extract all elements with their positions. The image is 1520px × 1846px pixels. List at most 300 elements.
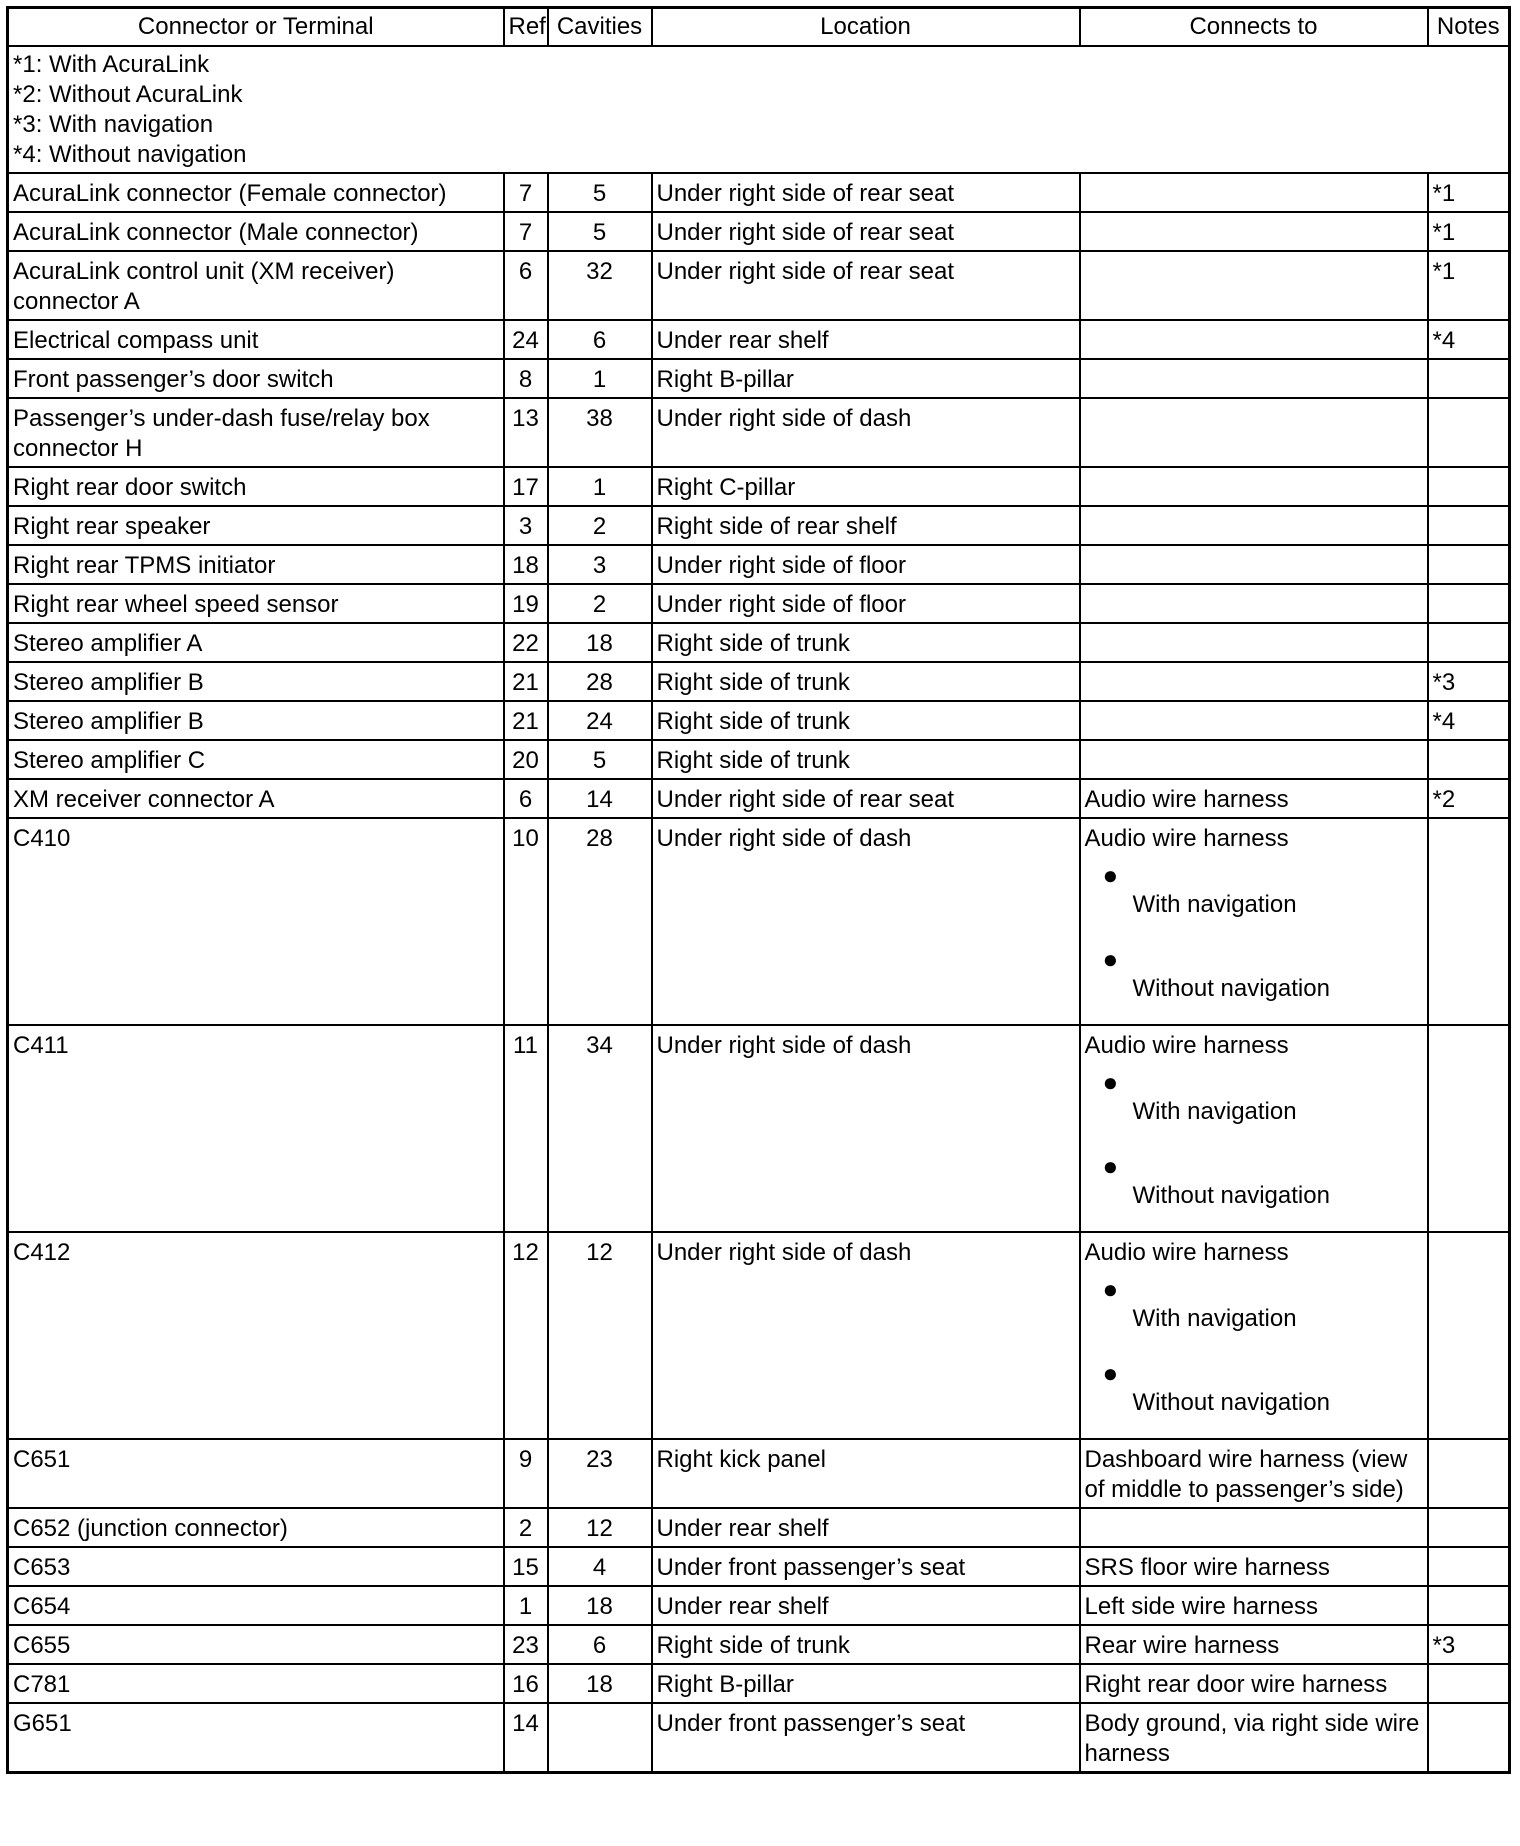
cell-connects-to-text: Audio wire harness [1084,1032,1289,1059]
bullet-icon: ● [1102,1151,1119,1181]
cell-notes-text: *4 [1432,708,1456,735]
cell-ref [504,467,548,506]
option-label: With navigation [1132,1305,1297,1332]
cell-location-text: Under right side of rear seat [656,219,954,246]
cell-cavities [548,1703,652,1773]
cell-connector-text: Passenger’s under-dash fuse/relay box connector H [13,405,430,462]
cell-ref-text: 1 [518,1593,533,1620]
cell-ref [504,212,548,251]
cell-connector-text: Front passenger’s door switch [13,366,334,393]
cell-connector [8,359,504,398]
table-row [8,506,1510,545]
header-cavities: Cavities [548,8,652,47]
cell-ref-text: 15 [512,1554,539,1581]
header-notes: Notes [1428,8,1510,47]
cell-connector-text: C781 [13,1671,71,1698]
cell-ref-text: 2 [518,1515,533,1542]
cell-ref-text: 16 [512,1671,539,1698]
cell-cavities [548,1232,652,1439]
table-row [8,1625,1510,1664]
cell-ref-text: 12 [512,1239,539,1266]
cell-connector [8,1232,504,1439]
cell-location-text: Under right side of dash [656,405,912,432]
cell-connector [8,1703,504,1773]
header-connector: Connector or Terminal [8,8,504,47]
cell-connects-to [1080,398,1428,467]
cell-cavities [548,1547,652,1586]
cell-notes [1428,506,1510,545]
bullet-icon: ● [1102,1358,1119,1388]
cell-ref-text: 19 [512,591,539,618]
cell-notes [1428,1586,1510,1625]
cell-ref-text: 7 [518,180,533,207]
cell-ref [504,1664,548,1703]
option-label: Without navigation [1132,1182,1330,1209]
cell-ref [504,701,548,740]
cell-connector [8,740,504,779]
cell-ref [504,1703,548,1773]
cell-location-text: Under right side of dash [656,1032,912,1059]
cell-ref [504,1547,548,1586]
cell-location [652,584,1080,623]
cell-cavities-text: 1 [592,366,607,393]
cell-connects-to [1080,1439,1428,1508]
cell-location [652,212,1080,251]
cell-location [652,818,1080,1025]
cell-ref-text: 6 [518,786,533,813]
cell-ref-text: 21 [512,708,539,735]
cell-location-text: Under rear shelf [656,1593,829,1620]
option-label: Without navigation [1132,1389,1330,1416]
cell-location-text: Right side of trunk [656,630,850,657]
cell-notes [1428,740,1510,779]
cell-location-text: Under front passenger’s seat [656,1554,966,1581]
cell-connects-to [1080,320,1428,359]
cell-cavities [548,1625,652,1664]
cell-connector [8,212,504,251]
cell-ref [504,1025,548,1232]
cell-notes-text: *3 [1432,669,1456,696]
cell-connector [8,1664,504,1703]
cell-location [652,1025,1080,1232]
cell-connector-text: C411 [13,1032,69,1059]
cell-ref [504,662,548,701]
option-item [1085,1268,1423,1352]
option-item [1085,938,1423,1022]
cell-cavities [548,740,652,779]
legend-item: *4: Without navigation [13,141,247,168]
cell-connector-text: AcuraLink control unit (XM receiver) connector A [13,258,395,315]
cell-location [652,1586,1080,1625]
option-item [1085,854,1423,938]
cell-connects-to [1080,359,1428,398]
cell-connects-to-text: SRS floor wire harness [1084,1554,1330,1581]
cell-notes [1428,1547,1510,1586]
cell-connects-to-text: Audio wire harness [1084,825,1289,852]
cell-cavities-text: 34 [586,1032,613,1059]
cell-notes [1428,398,1510,467]
cell-cavities-text: 5 [592,219,607,246]
cell-connects-to [1080,584,1428,623]
cell-cavities-text: 3 [592,552,607,579]
cell-connector-text: C651 [13,1446,71,1473]
connector-table [6,6,1511,1774]
header-row [8,8,1510,47]
cell-connects-to-text: Audio wire harness [1084,1239,1289,1266]
cell-cavities [548,779,652,818]
cell-location-text: Under right side of floor [656,591,906,618]
cell-cavities [548,584,652,623]
cell-cavities-text: 28 [586,825,613,852]
cell-notes [1428,173,1510,212]
table-row [8,1439,1510,1508]
cell-cavities-text: 28 [586,669,613,696]
cell-cavities-text: 32 [586,258,613,285]
option-label: With navigation [1132,1098,1297,1125]
cell-notes [1428,662,1510,701]
cell-cavities [548,467,652,506]
cell-location-text: Right C-pillar [656,474,796,501]
cell-ref-text: 13 [512,405,539,432]
cell-location [652,359,1080,398]
bullet-icon: ● [1102,1274,1119,1304]
cell-connector-text: Stereo amplifier B [13,669,204,696]
cell-connector-text: AcuraLink connector (Female connector) [13,180,447,207]
cell-location-text: Right side of rear shelf [656,513,897,540]
cell-cavities-text: 1 [592,474,607,501]
cell-ref [504,173,548,212]
cell-connector-text: C410 [13,825,71,852]
cell-location-text: Under right side of rear seat [656,786,954,813]
cell-ref [504,506,548,545]
cell-connects-to [1080,1664,1428,1703]
option-item [1085,1145,1423,1229]
bullet-icon: ● [1102,860,1119,890]
legend-item: *3: With navigation [13,111,214,138]
cell-notes [1428,359,1510,398]
cell-connects-to-text: Right rear door wire harness [1084,1671,1388,1698]
cell-ref-text: 3 [518,513,533,540]
cell-cavities [548,398,652,467]
cell-connector-text: XM receiver connector A [13,786,275,813]
cell-location-text: Under right side of dash [656,825,912,852]
table-row [8,1703,1510,1773]
cell-location-text: Right B-pillar [656,366,794,393]
cell-location-text: Under right side of rear seat [656,258,954,285]
table-row [8,623,1510,662]
cell-connects-to [1080,173,1428,212]
cell-cavities [548,359,652,398]
cell-ref [504,1439,548,1508]
table-row [8,467,1510,506]
cell-ref [504,545,548,584]
cell-ref-text: 11 [513,1032,538,1059]
cell-connector-text: Stereo amplifier C [13,747,206,774]
cell-location-text: Right B-pillar [656,1671,794,1698]
cell-cavities [548,212,652,251]
cell-ref-text: 7 [518,219,533,246]
cell-ref-text: 20 [512,747,539,774]
cell-notes [1428,701,1510,740]
cell-ref [504,359,548,398]
cell-connects-to-text: Audio wire harness [1084,786,1289,813]
bullet-icon: ● [1102,1067,1119,1097]
cell-notes [1428,623,1510,662]
cell-notes-text: *1 [1432,258,1456,285]
cell-cavities-text: 6 [592,1632,607,1659]
cell-connector [8,623,504,662]
option-list [1085,1268,1423,1436]
table-row [8,584,1510,623]
cell-location-text: Right side of trunk [656,708,850,735]
cell-location [652,173,1080,212]
legend-row [8,46,1510,173]
cell-connector [8,467,504,506]
cell-connects-to [1080,779,1428,818]
cell-location [652,623,1080,662]
table-row [8,320,1510,359]
cell-cavities-text: 14 [586,786,613,813]
cell-notes-text: *2 [1432,786,1456,813]
cell-location [652,1508,1080,1547]
table-row [8,359,1510,398]
table-row [8,1232,1510,1439]
cell-location-text: Under right side of dash [656,1239,912,1266]
cell-cavities [548,173,652,212]
cell-notes [1428,251,1510,320]
table-row [8,398,1510,467]
cell-ref [504,740,548,779]
cell-cavities [548,545,652,584]
cell-notes [1428,818,1510,1025]
cell-connects-to-text: Rear wire harness [1084,1632,1280,1659]
cell-location [652,1547,1080,1586]
option-item [1085,1352,1423,1436]
cell-location-text: Right side of trunk [656,747,850,774]
cell-cavities [548,1664,652,1703]
cell-location [652,701,1080,740]
cell-connects-to [1080,1025,1428,1232]
header-connects-to: Connects to [1080,8,1428,47]
cell-ref-text: 22 [512,630,539,657]
cell-notes [1428,584,1510,623]
cell-ref [504,584,548,623]
cell-ref-text: 8 [518,366,533,393]
legend-item: *2: Without AcuraLink [13,81,243,108]
cell-connects-to [1080,1508,1428,1547]
cell-location [652,1703,1080,1773]
cell-location [652,320,1080,359]
cell-location [652,506,1080,545]
cell-connects-to [1080,623,1428,662]
cell-connector [8,701,504,740]
cell-connector [8,545,504,584]
cell-notes [1428,1439,1510,1508]
cell-location-text: Right kick panel [656,1446,826,1473]
cell-connects-to [1080,701,1428,740]
cell-location-text: Under front passenger’s seat [656,1710,966,1737]
cell-cavities-text: 18 [586,1671,613,1698]
cell-connector-text: C655 [13,1632,71,1659]
table-row [8,779,1510,818]
cell-notes [1428,1703,1510,1773]
cell-cavities-text: 4 [592,1554,607,1581]
cell-location [652,779,1080,818]
cell-location-text: Right side of trunk [656,669,850,696]
cell-cavities-text: 12 [586,1515,613,1542]
cell-connector [8,1625,504,1664]
cell-location-text: Under rear shelf [656,1515,829,1542]
legend-item: *1: With AcuraLink [13,51,210,78]
cell-cavities-text: 38 [586,405,613,432]
cell-connects-to [1080,1547,1428,1586]
table-row [8,701,1510,740]
cell-location [652,1664,1080,1703]
cell-location [652,1232,1080,1439]
cell-cavities-text: 18 [586,1593,613,1620]
option-label: With navigation [1132,891,1297,918]
cell-cavities-text: 2 [592,513,607,540]
cell-cavities [548,251,652,320]
cell-connects-to [1080,818,1428,1025]
cell-cavities-text: 5 [592,747,607,774]
cell-connector [8,1586,504,1625]
cell-location-text: Right side of trunk [656,1632,850,1659]
cell-notes-text: *3 [1432,1632,1456,1659]
cell-ref-text: 24 [512,327,539,354]
table-row [8,251,1510,320]
cell-location-text: Under right side of rear seat [656,180,954,207]
cell-cavities [548,1025,652,1232]
cell-connects-to [1080,662,1428,701]
table-row [8,545,1510,584]
cell-cavities [548,623,652,662]
cell-notes [1428,1232,1510,1439]
cell-cavities [548,1439,652,1508]
cell-notes-text: *1 [1432,219,1456,246]
cell-connects-to [1080,1232,1428,1439]
cell-ref-text: 18 [512,552,539,579]
cell-connector-text: C653 [13,1554,71,1581]
cell-ref [504,623,548,662]
bullet-icon: ● [1102,944,1119,974]
table-row [8,1508,1510,1547]
cell-ref [504,251,548,320]
cell-notes [1428,779,1510,818]
cell-cavities-text: 5 [592,180,607,207]
cell-location [652,1439,1080,1508]
cell-ref [504,1625,548,1664]
cell-connector [8,1547,504,1586]
cell-connects-to [1080,1625,1428,1664]
table-row [8,212,1510,251]
cell-connects-to [1080,1586,1428,1625]
table-row [8,662,1510,701]
table-row [8,173,1510,212]
cell-location-text: Under rear shelf [656,327,829,354]
cell-connector-text: Stereo amplifier A [13,630,203,657]
cell-connects-to [1080,740,1428,779]
cell-connector-text: Right rear TPMS initiator [13,552,276,579]
cell-cavities [548,320,652,359]
cell-cavities [548,506,652,545]
cell-cavities-text: 12 [586,1239,613,1266]
cell-connector [8,662,504,701]
cell-connector-text: G651 [13,1710,72,1737]
cell-connector-text: Right rear speaker [13,513,211,540]
cell-cavities [548,1508,652,1547]
cell-location [652,398,1080,467]
cell-ref-text: 9 [518,1446,533,1473]
cell-connector-text: Right rear door switch [13,474,247,501]
cell-ref-text: 21 [512,669,539,696]
cell-location [652,662,1080,701]
cell-connector [8,398,504,467]
cell-ref-text: 17 [512,474,539,501]
cell-cavities [548,1586,652,1625]
table-row [8,818,1510,1025]
cell-location [652,467,1080,506]
cell-connects-to [1080,1703,1428,1773]
cell-location [652,740,1080,779]
cell-ref-text: 14 [512,1710,539,1737]
table-row [8,1025,1510,1232]
cell-connects-to [1080,212,1428,251]
cell-connects-to-text: Body ground, via right side wire harness [1084,1710,1420,1767]
cell-ref [504,320,548,359]
cell-notes [1428,467,1510,506]
cell-notes-text: *1 [1432,180,1456,207]
cell-connects-to [1080,545,1428,584]
cell-cavities [548,701,652,740]
table-row [8,1586,1510,1625]
cell-connector [8,1439,504,1508]
option-label: Without navigation [1132,975,1330,1002]
cell-notes [1428,1508,1510,1547]
cell-connector-text: Electrical compass unit [13,327,259,354]
cell-connector-text: Stereo amplifier B [13,708,204,735]
table-row [8,1547,1510,1586]
cell-connector [8,1025,504,1232]
cell-notes [1428,1625,1510,1664]
cell-notes [1428,212,1510,251]
cell-connector [8,506,504,545]
cell-connector-text: C652 (junction connector) [13,1515,288,1542]
cell-cavities-text: 18 [586,630,613,657]
cell-cavities-text: 2 [592,591,607,618]
cell-notes [1428,1664,1510,1703]
cell-ref [504,1508,548,1547]
cell-ref-text: 23 [512,1632,539,1659]
cell-notes-text: *4 [1432,327,1456,354]
cell-connector-text: C412 [13,1239,71,1266]
cell-notes [1428,545,1510,584]
cell-connector [8,251,504,320]
cell-ref-text: 6 [518,258,533,285]
cell-cavities-text: 23 [586,1446,613,1473]
header-ref: Ref [504,8,548,47]
cell-cavities-text: 6 [592,327,607,354]
cell-ref [504,1586,548,1625]
table-row [8,1664,1510,1703]
cell-location [652,1625,1080,1664]
cell-connector [8,779,504,818]
cell-connects-to [1080,251,1428,320]
option-list [1085,1061,1423,1229]
cell-connector [8,320,504,359]
cell-connector [8,1508,504,1547]
cell-ref [504,1232,548,1439]
